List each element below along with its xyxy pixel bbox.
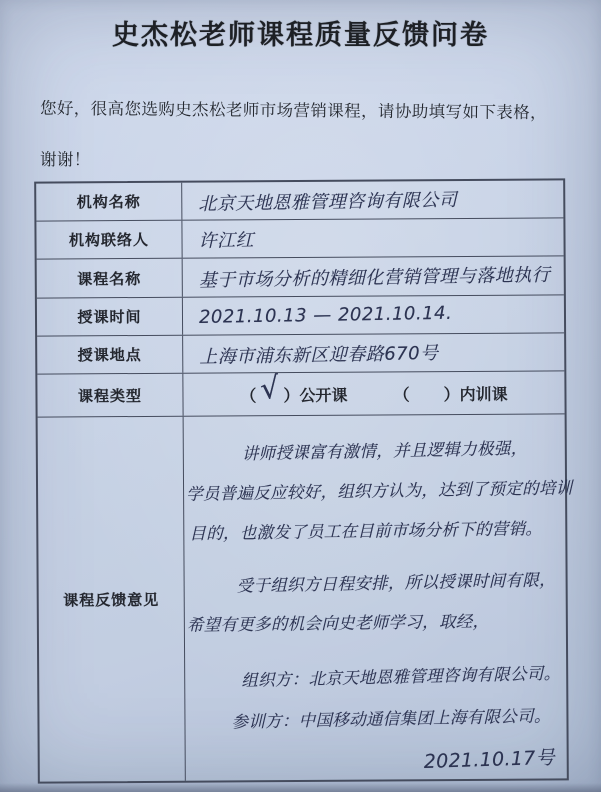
feedback-line: 希望有更多的机会向史老师学习，取经， <box>186 611 490 635</box>
org-name-label: 机构名称 <box>36 183 182 221</box>
intro-text-line1: 您好，很高您选购史杰松老师市场营销课程，请协助填写如下表格， <box>39 99 548 123</box>
feedback-form-table <box>34 178 573 783</box>
option-internal-course: 内训课 <box>459 386 508 404</box>
page-title: 史杰松老师课程质量反馈问卷 <box>112 20 489 50</box>
participant-line: 参训方：中国移动通信集团上海有限公司。 <box>231 706 551 732</box>
paren-close-2: ） <box>443 386 460 404</box>
course-location-cell <box>183 333 564 372</box>
table-row <box>36 218 563 259</box>
course-type-label: 课程类型 <box>37 374 183 417</box>
feedback-cell <box>184 414 573 780</box>
feedback-line: 讲师授课富有激情，并且逻辑力极强， <box>241 438 528 464</box>
handwritten-checkmark-icon: √ <box>258 370 282 408</box>
feedback-line: 学员普遍反应较好，组织方认为，达到了预定的培训 <box>185 478 573 504</box>
org-name-value: 北京天地恩雅管理咨询有限公司 <box>198 189 458 215</box>
photo-bottom-shadow <box>0 783 601 792</box>
org-contact-value: 许江红 <box>198 229 255 252</box>
table-row <box>37 333 564 374</box>
feedback-label: 课程反馈意见 <box>38 417 186 782</box>
feedback-line: 目的，也激发了员工在目前市场分析下的营销。 <box>189 518 543 544</box>
org-contact-label: 机构联络人 <box>36 221 182 259</box>
course-time-value: 2021.10.13 — 2021.10.14. <box>198 302 453 328</box>
course-time-cell <box>183 295 564 334</box>
table-row <box>37 256 564 298</box>
feedback-line: 受于组织方日程安排，所以授课时间有限， <box>236 570 557 596</box>
paren-close: ） <box>283 387 300 405</box>
course-location-label: 授课地点 <box>37 336 183 374</box>
course-time-label: 授课时间 <box>37 298 183 336</box>
table-row <box>38 414 573 781</box>
course-name-cell <box>183 256 564 296</box>
table-row <box>37 371 564 417</box>
signature-date: 2021.10.17号 <box>423 746 556 773</box>
paren-open-2: （ <box>393 386 410 404</box>
org-name-cell <box>182 180 563 219</box>
org-contact-cell <box>182 218 563 257</box>
paren-open: （ <box>240 387 257 405</box>
course-location-value: 上海市浦东新区迎春路670号 <box>199 342 439 368</box>
table-row <box>37 295 564 336</box>
course-name-value: 基于市场分析的精细化营销管理与落地执行 <box>198 264 551 292</box>
course-type-options <box>183 370 564 408</box>
course-name-label: 课程名称 <box>37 259 183 298</box>
intro-text-line2: 谢谢！ <box>40 151 91 169</box>
course-type-cell <box>183 371 564 415</box>
organizer-line: 组织方：北京天地恩雅管理咨询有限公司。 <box>241 663 561 691</box>
option-open-course: 公开课 <box>299 387 348 405</box>
table-row <box>36 180 563 221</box>
